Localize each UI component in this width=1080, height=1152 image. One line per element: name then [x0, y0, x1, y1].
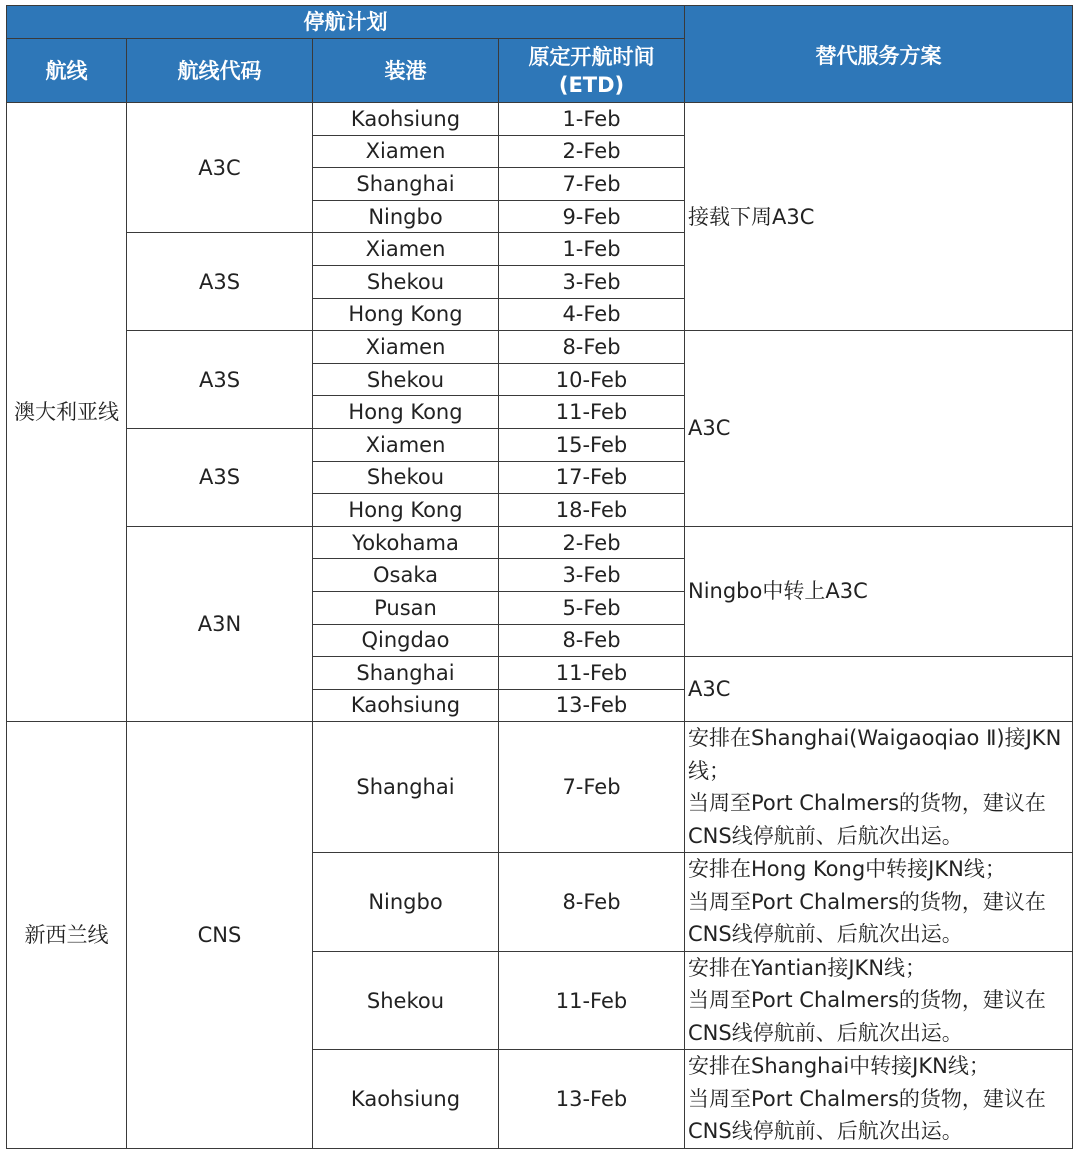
- etd-cell: 17-Feb: [499, 461, 685, 494]
- route-code-a3c: A3C: [127, 103, 313, 233]
- alt-note-line: CNS线停航前、后航次出运。: [688, 1020, 963, 1045]
- alt-note-line: 当周至Port Chalmers的货物，建议在: [688, 988, 1046, 1013]
- alt-note-line: 安排在Shanghai(Waigaoqiao Ⅱ)接JKN: [688, 726, 1062, 751]
- port-cell: Shanghai: [313, 722, 499, 853]
- port-cell: Xiamen: [313, 428, 499, 461]
- port-cell: Xiamen: [313, 233, 499, 266]
- port-cell: Kaohsiung: [313, 1050, 499, 1149]
- etd-cell: 9-Feb: [499, 200, 685, 233]
- group-header-suspension-plan: 停航计划: [7, 6, 685, 39]
- port-cell: Qingdao: [313, 624, 499, 657]
- port-cell: Hong Kong: [313, 396, 499, 429]
- port-cell: Shekou: [313, 363, 499, 396]
- alt-note-line: 线；: [688, 758, 730, 783]
- port-cell: Hong Kong: [313, 298, 499, 331]
- port-cell: Shekou: [313, 461, 499, 494]
- header-original-etd: 原定开航时间 (ETD): [499, 39, 685, 103]
- alt-note-line: 安排在Hong Kong中转接JKN线；: [688, 857, 1006, 882]
- etd-cell: 10-Feb: [499, 363, 685, 396]
- alt-note-line: 安排在Shanghai中转接JKN线；: [688, 1054, 990, 1079]
- alt-note-line: CNS线停航前、后航次出运。: [688, 922, 963, 947]
- port-cell: Kaohsiung: [313, 689, 499, 722]
- port-cell: Osaka: [313, 559, 499, 592]
- port-cell: Shanghai: [313, 168, 499, 201]
- port-cell: Ningbo: [313, 200, 499, 233]
- etd-cell: 13-Feb: [499, 1050, 685, 1149]
- etd-cell: 15-Feb: [499, 428, 685, 461]
- etd-cell: 13-Feb: [499, 689, 685, 722]
- etd-cell: 1-Feb: [499, 233, 685, 266]
- suspension-schedule-table: [6, 5, 1073, 1149]
- port-cell: Ningbo: [313, 853, 499, 952]
- route-name-australia: 澳大利亚线: [7, 103, 127, 722]
- alt-service-note: [685, 1050, 1073, 1149]
- port-cell: Shekou: [313, 951, 499, 1050]
- header-alternative-service: 替代服务方案: [685, 6, 1073, 103]
- port-cell: Hong Kong: [313, 494, 499, 527]
- etd-cell: 7-Feb: [499, 722, 685, 853]
- etd-cell: 7-Feb: [499, 168, 685, 201]
- alt-note-line: 安排在Yantian接JKN线；: [688, 955, 927, 980]
- route-code-a3s: A3S: [127, 331, 313, 429]
- alt-service-ningbo-transship-a3c: Ningbo中转上A3C: [685, 526, 1073, 656]
- port-cell: Pusan: [313, 591, 499, 624]
- route-code-cns: CNS: [127, 722, 313, 1149]
- port-cell: Xiamen: [313, 135, 499, 168]
- alt-service-note: [685, 853, 1073, 952]
- etd-cell: 2-Feb: [499, 526, 685, 559]
- header-route: 航线: [7, 39, 127, 103]
- etd-cell: 8-Feb: [499, 853, 685, 952]
- etd-cell: 3-Feb: [499, 265, 685, 298]
- header-loading-port: 装港: [313, 39, 499, 103]
- port-cell: Yokohama: [313, 526, 499, 559]
- alt-service-note: [685, 722, 1073, 853]
- alt-service-a3c: A3C: [685, 657, 1073, 722]
- route-name-new-zealand: 新西兰线: [7, 722, 127, 1149]
- port-cell: Kaohsiung: [313, 103, 499, 136]
- port-cell: Shanghai: [313, 657, 499, 690]
- route-code-a3s: A3S: [127, 233, 313, 331]
- etd-cell: 18-Feb: [499, 494, 685, 527]
- alt-note-line: 当周至Port Chalmers的货物，建议在: [688, 791, 1046, 816]
- etd-cell: 3-Feb: [499, 559, 685, 592]
- route-code-a3n: A3N: [127, 526, 313, 722]
- etd-cell: 11-Feb: [499, 951, 685, 1050]
- alt-note-line: 当周至Port Chalmers的货物，建议在: [688, 889, 1046, 914]
- alt-service-a3c: A3C: [685, 331, 1073, 527]
- header-route-code: 航线代码: [127, 39, 313, 103]
- route-code-a3s: A3S: [127, 428, 313, 526]
- port-cell: Shekou: [313, 265, 499, 298]
- etd-cell: 1-Feb: [499, 103, 685, 136]
- alt-note-line: CNS线停航前、后航次出运。: [688, 823, 963, 848]
- alt-note-line: 当周至Port Chalmers的货物，建议在: [688, 1086, 1046, 1111]
- etd-cell: 11-Feb: [499, 396, 685, 429]
- alt-note-line: CNS线停航前、后航次出运。: [688, 1119, 963, 1144]
- alt-service-note: [685, 951, 1073, 1050]
- etd-cell: 5-Feb: [499, 591, 685, 624]
- etd-cell: 8-Feb: [499, 331, 685, 364]
- etd-cell: 11-Feb: [499, 657, 685, 690]
- alt-service-next-week-a3c: 接载下周A3C: [685, 103, 1073, 331]
- port-cell: Xiamen: [313, 331, 499, 364]
- etd-cell: 2-Feb: [499, 135, 685, 168]
- etd-cell: 8-Feb: [499, 624, 685, 657]
- etd-cell: 4-Feb: [499, 298, 685, 331]
